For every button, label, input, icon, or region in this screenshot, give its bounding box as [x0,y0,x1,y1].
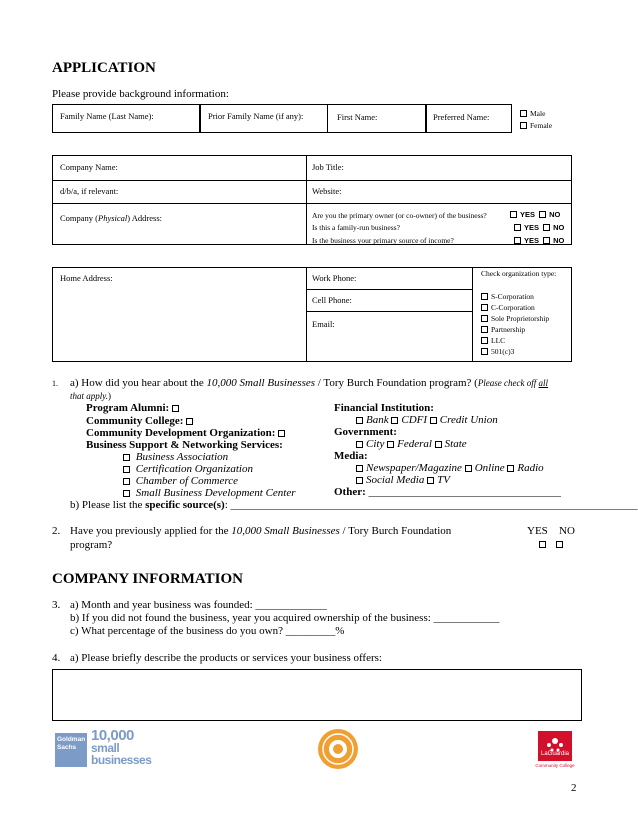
preferred-name-field[interactable] [426,104,512,133]
q2-no-checkbox[interactable] [556,541,563,548]
q3-number: 3. [52,599,61,611]
company-info-heading: COMPANY INFORMATION [52,571,243,587]
divider [306,267,307,362]
no-checkbox[interactable] [543,237,550,244]
q2-yes-label: YES [527,525,548,537]
community-development-org[interactable]: Community Development Organization: [86,427,288,439]
prior-family-name-field[interactable] [200,104,328,133]
org-type-option[interactable]: C-Corporation [481,302,549,313]
checkbox[interactable] [465,465,472,472]
org-type-label: Check organization type: [481,269,557,278]
q1b-specific-sources[interactable]: b) Please list the specific source(s): __________________________________________________________________________ [70,499,638,511]
financial-options[interactable]: Bank CDFI Credit Union [356,414,498,426]
checkbox[interactable] [481,337,488,344]
income-yes-no[interactable]: YES NO [514,236,564,245]
divider [306,155,307,245]
first-name-label: First Name: [337,112,378,122]
female-checkbox[interactable] [520,122,527,129]
email-label: Email: [312,319,335,329]
goldman-sachs-10ksb-logo: Goldman Sachs 10,000 small businesses [57,727,152,767]
bsn-option[interactable]: Business Association [123,451,296,463]
media-options-1[interactable]: Newspaper/Magazine Online Radio [356,462,544,474]
job-title-label: Job Title: [312,162,344,172]
community-college[interactable]: Community College: [86,415,196,427]
checkbox[interactable] [387,441,394,448]
divider [52,180,572,181]
org-type-list [481,291,549,357]
other-field[interactable]: Other: ___________________________________ [334,486,562,498]
laguardia-logo: LaGuardia Community College [535,731,575,775]
owner-question-text: Are you the primary owner (or co-owner) of the business? [312,211,487,220]
checkbox[interactable] [481,348,488,355]
family-run-question: Is this a family-run business? [312,223,400,232]
other-label: Other: [334,486,366,498]
bsn-option[interactable]: Chamber of Commerce [123,475,296,487]
page-title: APPLICATION [52,60,156,76]
q2-text: Have you previously applied for the 10,000 Small Businesses / Tory Burch Foundation [70,525,452,537]
checkbox[interactable] [430,417,437,424]
family-yes-no[interactable]: YES NO [514,223,564,232]
page-number: 2 [571,782,577,794]
family-name-field[interactable] [52,104,200,133]
bsn-option[interactable]: Certification Organization [123,463,296,475]
q3c-percentage[interactable]: c) What percentage of the business do you own? _________% [70,625,345,637]
work-phone-label: Work Phone: [312,273,357,283]
program-alumni[interactable]: Program Alumni: [86,402,182,414]
checkbox[interactable] [278,430,285,437]
media-label: Media: [334,450,368,462]
website-label: Website: [312,186,342,196]
checkbox[interactable] [356,477,363,484]
intro-text: Please provide background information: [52,88,229,100]
laguardia-logo-mark: LaGuardia [538,731,572,761]
gender-female[interactable] [520,121,552,130]
checkbox[interactable] [427,477,434,484]
first-name-field[interactable] [327,104,426,133]
yes-checkbox[interactable] [514,237,521,244]
bsn-list [123,451,296,499]
q2-yes-checkbox[interactable] [539,541,546,548]
q4a-text: a) Please briefly describe the products or services your business offers: [70,652,382,664]
checkbox[interactable] [481,293,488,300]
q4-number: 4. [52,652,61,664]
male-checkbox[interactable] [520,110,527,117]
no-checkbox[interactable] [543,224,550,231]
q2-no-label: NO [559,525,575,537]
tory-burch-foundation-seal [317,728,359,770]
bsn-label: Business Support & Networking Services: [86,439,283,451]
gender-male[interactable] [520,109,545,118]
q4-answer-box[interactable] [52,669,582,721]
q1-number: 1. [52,379,58,388]
checkbox[interactable] [172,405,179,412]
no-checkbox[interactable] [539,211,546,218]
male-label: Male [530,109,546,118]
company-name-label: Company Name: [60,162,118,172]
divider [306,311,473,312]
checkbox[interactable] [481,304,488,311]
company-address-label: Company (Physical) Address: [60,213,163,223]
bsn-option[interactable]: Small Business Development Center [123,487,296,499]
checkbox[interactable] [356,417,363,424]
yes-checkbox[interactable] [514,224,521,231]
checkbox[interactable] [186,418,193,425]
financial-label: Financial Institution: [334,402,434,414]
q3a-founded[interactable]: a) Month and year business was founded: _____________ [70,599,327,611]
checkbox[interactable] [435,441,442,448]
org-type-option[interactable]: Partnership [481,324,549,335]
checkbox[interactable] [391,417,398,424]
checkbox[interactable] [356,465,363,472]
checkbox[interactable] [123,490,130,497]
female-label: Female [530,121,553,130]
q3b-acquired[interactable]: b) If you did not found the business, year you acquired ownership of the business: ____________ [70,612,500,624]
q1-text: a) How did you hear about the 10,000 Small Businesses / Tory Burch Foundation program? (Please check off all [70,377,549,389]
checkbox[interactable] [507,465,514,472]
cell-phone-label: Cell Phone: [312,295,352,305]
owner-yes-no[interactable]: YES NO [510,210,560,219]
family-name-label: Family Name (Last Name): [60,111,154,121]
government-label: Government: [334,426,397,438]
yes-checkbox[interactable] [510,211,517,218]
income-question: Is the business your primary source of income? [312,236,454,245]
org-type-option[interactable]: 501(c)3 [481,346,549,357]
org-type-option[interactable]: S-Corporation [481,291,549,302]
divider [306,289,473,290]
q1-apply-note: that apply.) [70,391,111,401]
home-address-label: Home Address: [60,273,113,283]
dba-label: d/b/a, if relevant: [60,186,119,196]
preferred-name-label: Preferred Name: [433,112,490,122]
checkbox[interactable] [123,466,130,473]
org-type-option[interactable]: Sole Proprietorship [481,313,549,324]
government-options[interactable]: City Federal State [356,438,467,450]
org-type-option[interactable]: LLC [481,335,549,346]
prior-family-name-label: Prior Family Name (if any): [208,111,304,121]
q2-text-cont: program? [70,539,113,551]
home-block [52,267,473,362]
checkbox[interactable] [123,454,130,461]
media-options-2[interactable]: Social Media TV [356,474,450,486]
divider [52,203,572,204]
checkbox[interactable] [123,478,130,485]
checkbox[interactable] [356,441,363,448]
checkbox[interactable] [481,326,488,333]
q2-number: 2. [52,525,61,537]
checkbox[interactable] [481,315,488,322]
